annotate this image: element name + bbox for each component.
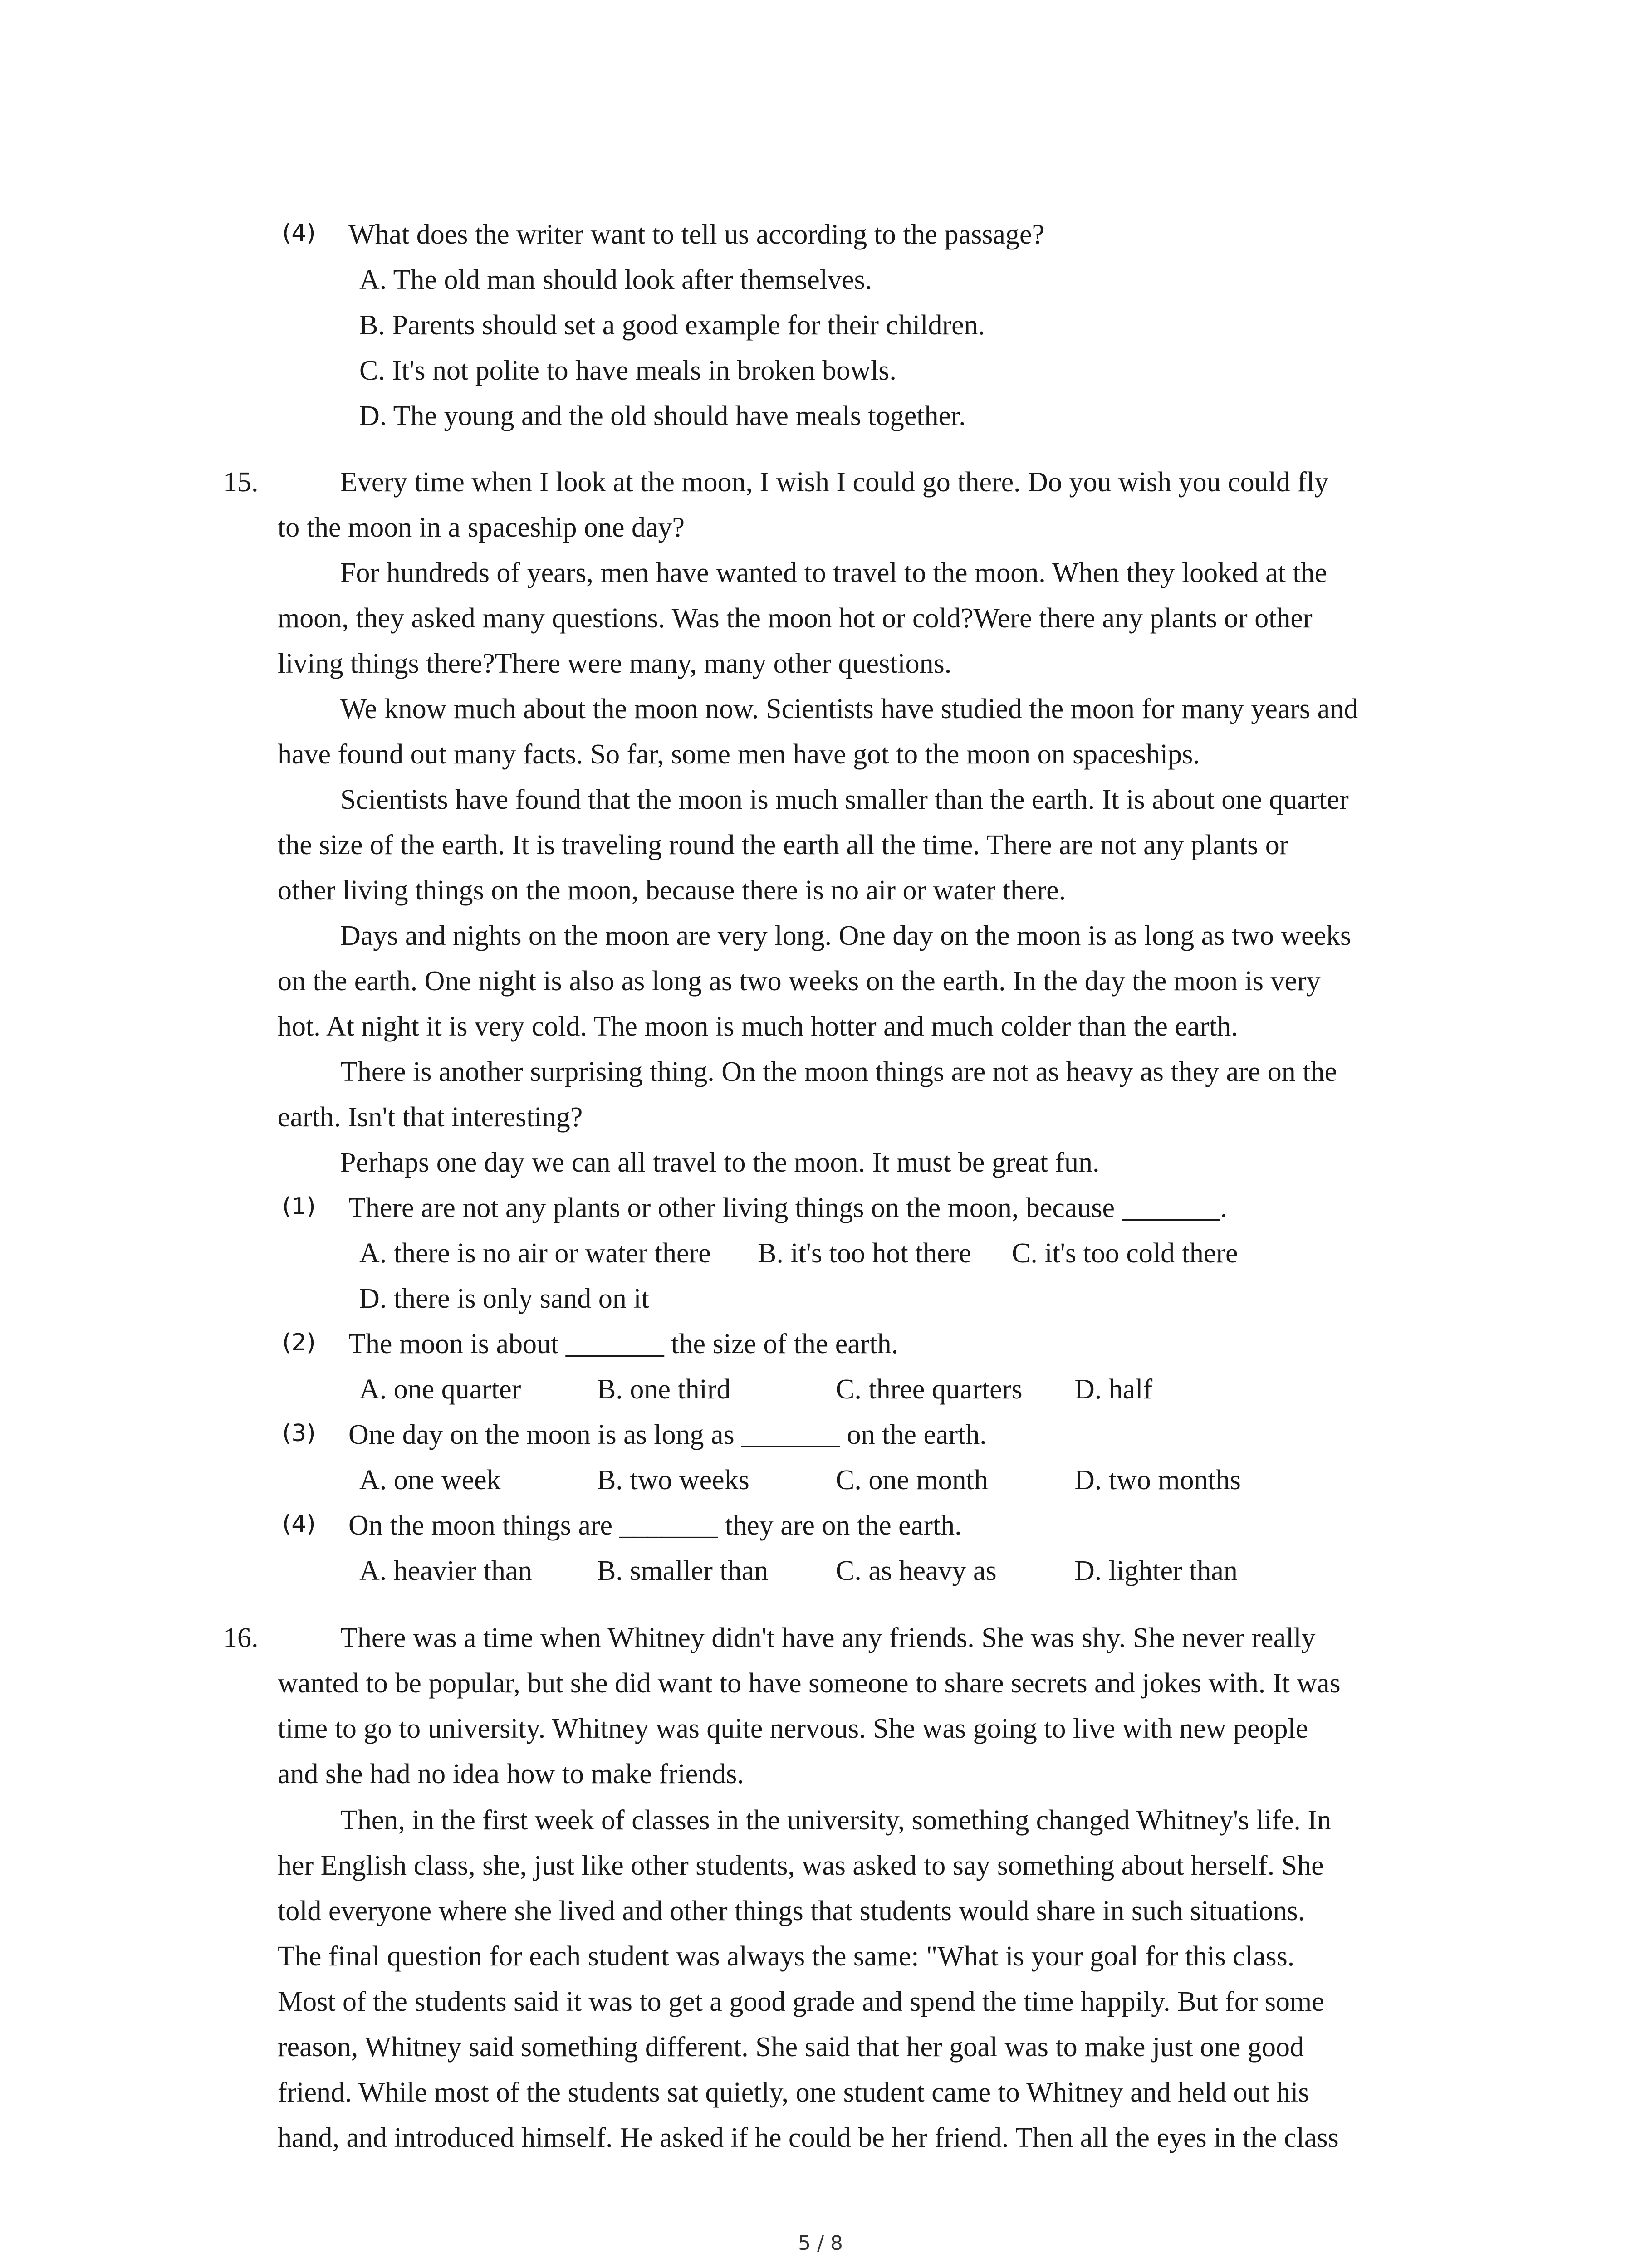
option-d: D. lighter than bbox=[1074, 1555, 1238, 1586]
passage-line: hot. At night it is very cold. The moon is much hotter and much colder than the earth. bbox=[278, 1011, 1238, 1042]
subquestion-text: The moon is about _______ the size of the earth. bbox=[348, 1329, 899, 1359]
question-number: 16. bbox=[223, 1623, 259, 1653]
passage-line: Every time when I look at the moon, I wish I could go there. Do you wish you could fly bbox=[340, 467, 1329, 498]
passage-line: hand, and introduced himself. He asked if he could be her friend. Then all the eyes in the class bbox=[278, 2122, 1339, 2153]
option-a: A. one quarter bbox=[359, 1374, 521, 1405]
passage-line: earth. Isn't that interesting? bbox=[278, 1102, 583, 1133]
subquestion-marker: (4) bbox=[282, 220, 316, 247]
passage-line: The final question for each student was always the same: "What is your goal for this class. bbox=[278, 1941, 1295, 1972]
option-d: D. half bbox=[1074, 1374, 1153, 1405]
option-a: A. The old man should look after themselves. bbox=[359, 264, 872, 295]
subquestion-text: There are not any plants or other living things on the moon, because _______. bbox=[348, 1193, 1228, 1223]
passage-line: For hundreds of years, men have wanted to travel to the moon. When they looked at the bbox=[340, 557, 1327, 588]
option-b: B. two weeks bbox=[597, 1465, 749, 1496]
passage-line: time to go to university. Whitney was quite nervous. She was going to live with new people bbox=[278, 1713, 1308, 1744]
passage-line: the size of the earth. It is traveling round the earth all the time. There are not any plants or bbox=[278, 830, 1289, 860]
passage-line: Perhaps one day we can all travel to the moon. It must be great fun. bbox=[340, 1147, 1100, 1178]
option-c: C. it's too cold there bbox=[1012, 1238, 1238, 1269]
option-a: A. there is no air or water there bbox=[359, 1238, 711, 1269]
option-b: B. smaller than bbox=[597, 1555, 769, 1586]
subquestion-text: On the moon things are _______ they are on the earth. bbox=[348, 1510, 962, 1541]
passage-line: Scientists have found that the moon is much smaller than the earth. It is about one quarter bbox=[340, 784, 1349, 815]
passage-line: moon, they asked many questions. Was the moon hot or cold?Were there any plants or other bbox=[278, 603, 1313, 634]
subquestion-marker: (1) bbox=[282, 1193, 316, 1220]
option-d: D. The young and the old should have meals together. bbox=[359, 401, 966, 431]
passage-line: We know much about the moon now. Scientists have studied the moon for many years and bbox=[340, 694, 1358, 724]
passage-line: friend. While most of the students sat quietly, one student came to Whitney and held out his bbox=[278, 2077, 1309, 2108]
passage-line: and she had no idea how to make friends. bbox=[278, 1759, 744, 1789]
passage-line: her English class, she, just like other students, was asked to say something about herself. She bbox=[278, 1850, 1324, 1881]
passage-line: told everyone where she lived and other things that students would share in such situations. bbox=[278, 1896, 1305, 1926]
option-c: C. three quarters bbox=[836, 1374, 1023, 1405]
subquestion-marker: (3) bbox=[282, 1420, 316, 1447]
subquestion-text: One day on the moon is as long as _______ on the earth. bbox=[348, 1419, 987, 1450]
passage-line: Days and nights on the moon are very long. One day on the moon is as long as two weeks bbox=[340, 920, 1352, 951]
passage-line: other living things on the moon, because there is no air or water there. bbox=[278, 875, 1066, 906]
passage-line: on the earth. One night is also as long as two weeks on the earth. In the day the moon is very bbox=[278, 966, 1321, 997]
passage-line: reason, Whitney said something different. She said that her goal was to make just one good bbox=[278, 2032, 1304, 2063]
question-number: 15. bbox=[223, 467, 259, 498]
option-a: A. one week bbox=[359, 1465, 501, 1496]
option-a: A. heavier than bbox=[359, 1555, 532, 1586]
passage-line: to the moon in a spaceship one day? bbox=[278, 512, 685, 543]
passage-line: There is another surprising thing. On the moon things are not as heavy as they are on the bbox=[340, 1056, 1337, 1087]
option-d: D. two months bbox=[1074, 1465, 1241, 1496]
passage-line: Most of the students said it was to get a good grade and spend the time happily. But for some bbox=[278, 1986, 1324, 2017]
subquestion-marker: (2) bbox=[282, 1329, 316, 1356]
subquestion-marker: (4) bbox=[282, 1510, 316, 1538]
passage-line: have found out many facts. So far, some men have got to the moon on spaceships. bbox=[278, 739, 1200, 770]
option-b: B. one third bbox=[597, 1374, 731, 1405]
option-c: C. one month bbox=[836, 1465, 988, 1496]
option-b: B. Parents should set a good example for their children. bbox=[359, 310, 985, 341]
page-number: 5 / 8 bbox=[798, 2232, 843, 2255]
subquestion-text: What does the writer want to tell us according to the passage? bbox=[348, 219, 1044, 250]
option-c: C. It's not polite to have meals in broken bowls. bbox=[359, 355, 896, 386]
passage-line: There was a time when Whitney didn't have any friends. She was shy. She never really bbox=[340, 1623, 1316, 1653]
passage-line: Then, in the first week of classes in the university, something changed Whitney's life. In bbox=[340, 1805, 1332, 1836]
option-b: B. it's too hot there bbox=[758, 1238, 971, 1269]
passage-line: living things there?There were many, many other questions. bbox=[278, 648, 952, 679]
option-c: C. as heavy as bbox=[836, 1555, 997, 1586]
passage-line: wanted to be popular, but she did want to have someone to share secrets and jokes with. It was bbox=[278, 1668, 1341, 1699]
option-d: D. there is only sand on it bbox=[359, 1283, 649, 1314]
